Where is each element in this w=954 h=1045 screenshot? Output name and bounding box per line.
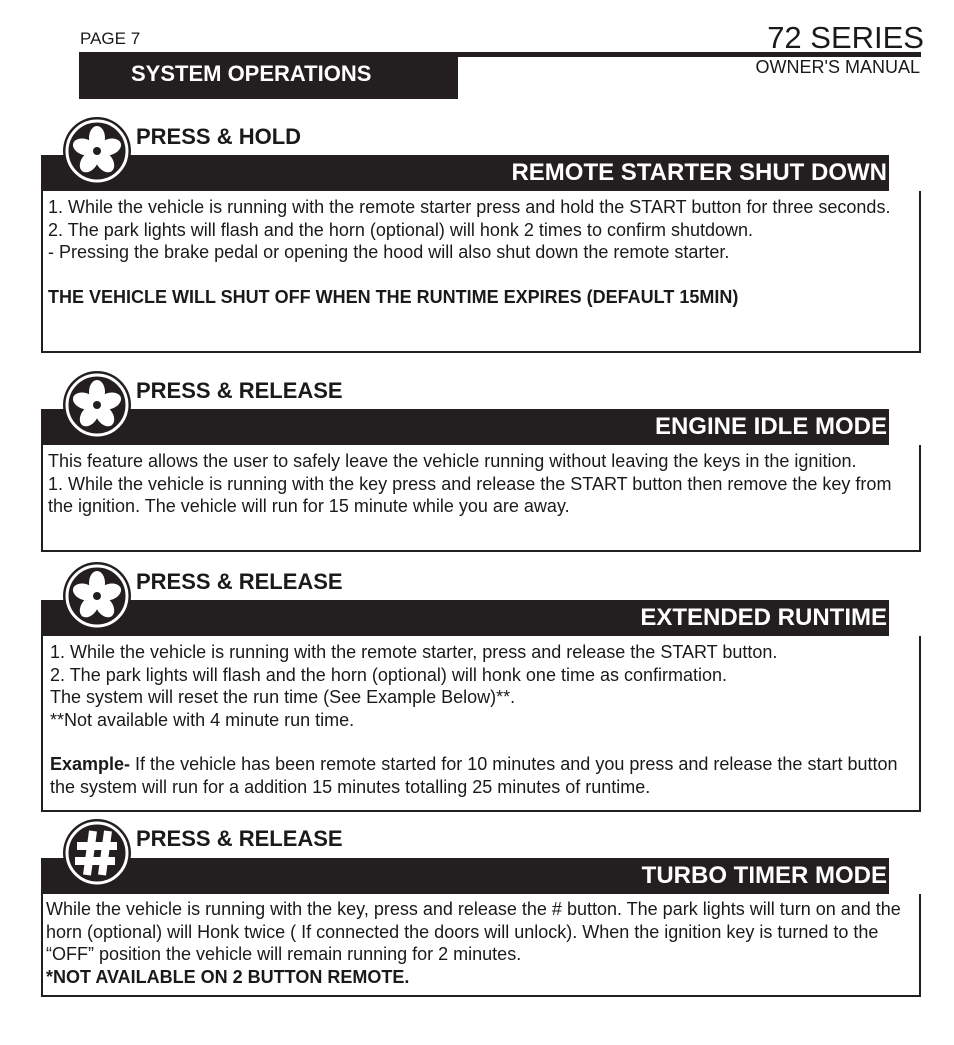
asterisk-button-icon [61,560,133,632]
instruction-line: The system will reset the run time (See Example Below)**. [50,687,516,707]
example-paragraph [50,753,914,798]
remote-note: *NOT AVAILABLE ON 2 BUTTON REMOTE. [46,966,410,987]
action-label: PRESS & RELEASE [136,378,343,403]
asterisk-button-icon [61,369,133,441]
example-text: If the vehicle has been remote started for 10 minutes and you press and release the start button the system will run for a addition 15 minutes totalling 25 minutes of runtime. [50,754,898,797]
section-heading: REMOTE STARTER SHUT DOWN [41,155,889,191]
section-heading: TURBO TIMER MODE [41,858,889,894]
instruction-line: 1. While the vehicle is running with the remote starter press and hold the START button for three seconds. [48,197,891,217]
instruction-box [41,894,921,997]
action-label: PRESS & RELEASE [136,569,343,594]
instruction-line: 1. While the vehicle is running with the remote starter, press and release the START button. [50,642,778,662]
instruction-line: While the vehicle is running with the key, press and release the # button. The park lights will turn on and the horn (optional) will Honk twice ( If connected the doors will unlock). When the ignition key is turned to the “OFF” position the vehicle will remain running for 2 minutes. [46,899,901,964]
instruction-line: 2. The park lights will flash and the horn (optional) will honk one time as confirmation. [50,664,728,685]
instruction-line: **Not available with 4 minute run time. [50,709,355,730]
instruction-line: - Pressing the brake pedal or opening the hood will also shut down the remote starter. [48,242,730,262]
section-heading: EXTENDED RUNTIME [41,600,889,636]
section-heading: ENGINE IDLE MODE [41,409,889,445]
action-label: PRESS & HOLD [136,124,302,149]
action-label: PRESS & RELEASE [136,826,343,851]
asterisk-button-icon [61,115,133,187]
instruction-box [41,445,921,552]
series-title: 72 SERIES [767,20,924,55]
page-number: PAGE 7 [80,29,141,48]
runtime-note: THE VEHICLE WILL SHUT OFF WHEN THE RUNTIME EXPIRES (DEFAULT 15MIN) [48,286,739,307]
instruction-line: 1. While the vehicle is running with the key press and release the START button then remove the key from the ignition. The vehicle will run for 15 minute while you are away. [48,473,892,516]
hash-button-icon [61,817,133,889]
manual-subtitle: OWNER'S MANUAL [755,57,920,77]
instruction-box [41,636,921,812]
instruction-line: 2. The park lights will flash and the horn (optional) will honk 2 times to confirm shutdown. [48,219,754,240]
instruction-box [41,191,921,353]
instruction-line: This feature allows the user to safely leave the vehicle running without leaving the keys in the ignition. [48,451,857,471]
example-label: Example- [50,754,131,774]
section-title: SYSTEM OPERATIONS [79,52,458,99]
